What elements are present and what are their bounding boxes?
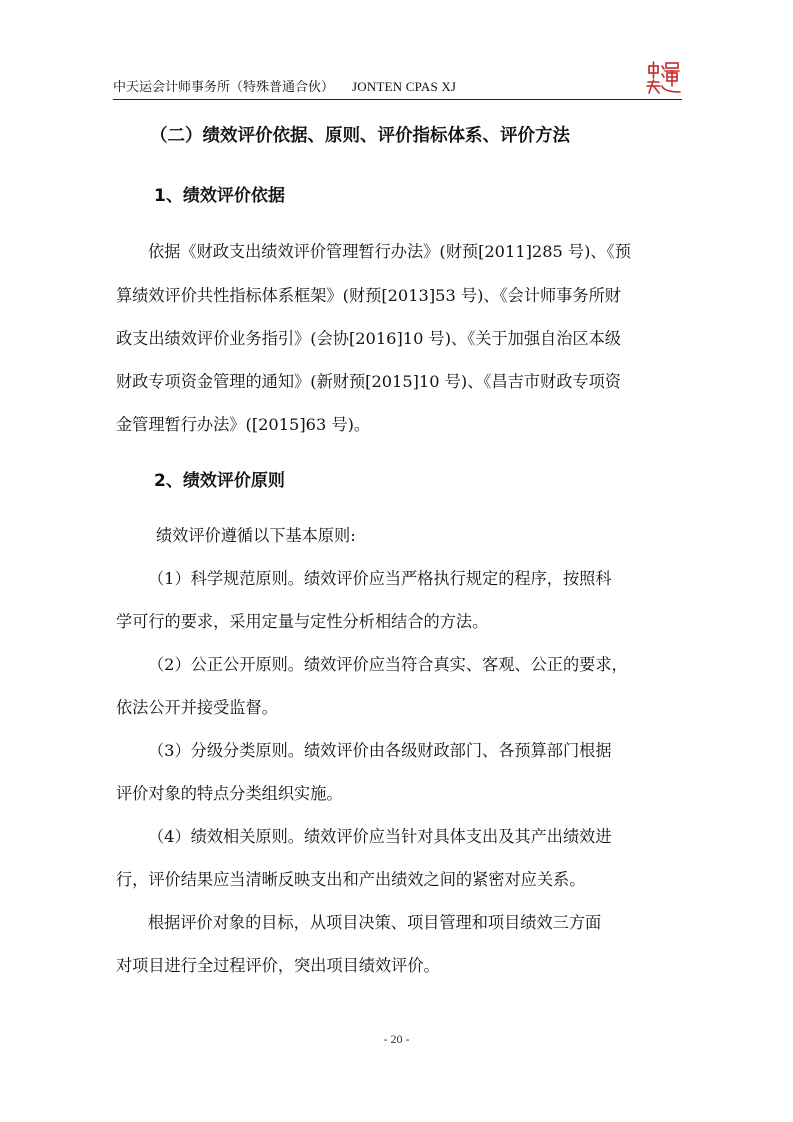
principle-item: （1）科学规范原则。绩效评价应当严格执行规定的程序，按照科 [148, 569, 612, 588]
basis-heading: 1、绩效评价依据 [154, 186, 285, 206]
firm-name-en: JONTEN CPAS XJ [352, 79, 457, 94]
principle-item-continued: 依法公开并接受监督。 [116, 698, 278, 717]
basis-line: 金管理暂行办法》([2015]63 号)。 [116, 415, 371, 434]
principles-heading: 2、绩效评价原则 [154, 471, 285, 491]
basis-line: 财政专项资金管理的通知》(新财预[2015]10 号)、《昌吉市财政专项资 [116, 372, 621, 391]
basis-line: 依据《财政支出绩效评价管理暂行办法》(财预[2011]285 号)、《预 [148, 242, 631, 261]
basis-line: 政支出绩效评价业务指引》(会协[2016]10 号)、《关于加强自治区本级 [116, 329, 621, 348]
firm-name: 中天运会计师事务所（特殊普通合伙） [113, 80, 335, 95]
basis-line: 算绩效评价共性指标体系框架》(财预[2013]53 号)、《会计师事务所财 [116, 286, 621, 305]
principles-closing-continued: 对项目进行全过程评价，突出项目绩效评价。 [116, 956, 440, 975]
principles-intro: 绩效评价遵循以下基本原则: [156, 526, 356, 545]
principle-item: （2）公正公开原则。绩效评价应当符合真实、客观、公正的要求， [148, 655, 628, 674]
page-header [113, 76, 673, 98]
principle-item: （4）绩效相关原则。绩效评价应当针对具体支出及其产出绩效进 [148, 827, 612, 846]
principle-item: （3）分级分类原则。绩效评价由各级财政部门、各预算部门根据 [148, 741, 612, 760]
principle-item-continued: 学可行的要求，采用定量与定性分析相结合的方法。 [116, 612, 489, 631]
principles-closing: 根据评价对象的目标，从项目决策、项目管理和项目绩效三方面 [148, 913, 602, 932]
section-title: （二）绩效评价依据、原则、评价指标体系、评价方法 [150, 126, 570, 146]
logo-text: 中天運 [646, 60, 649, 61]
principle-item-continued: 评价对象的特点分类组织实施。 [116, 784, 343, 803]
page-number: - 20 - [383, 1032, 410, 1046]
header-rule [113, 99, 682, 100]
jonten-logo [646, 60, 682, 96]
principle-item-continued: 行，评价结果应当清晰反映支出和产出绩效之间的紧密对应关系。 [116, 870, 586, 889]
